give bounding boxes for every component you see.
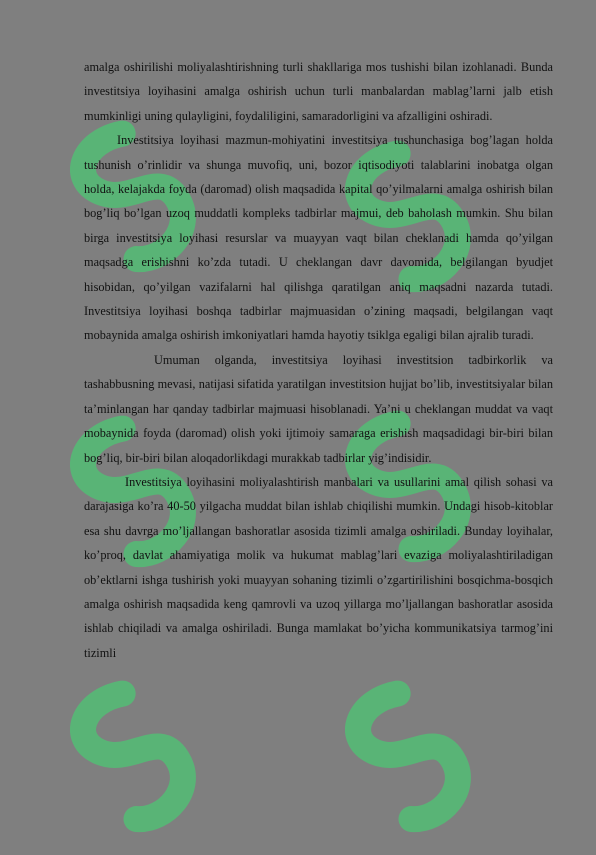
paragraph: Investitsiya loyihasi mazmun-mohiyatini investitsiya tushunchasiga bog’lagan holda tushunish o’rinlidir va shunga muvofiq, uni, bozor iqtisodiyoti talablarini inobatga olgan holda, kelajakda foyda (daromad) olish maqsadida kapital qo’yilmalarni amalga oshirish bilan bog’liq bo’lgan uzoq muddatli kompleks tadbirlar majmui, deb baholash mumkin. Shu bilan birga investitsiya loyihasi resurslar va muayyan vaqt bilan cheklanadi hamda qo’yilgan maqsadga erishishni ko’zda tutadi. U cheklangan davr davomida, belgilangan byudjet hisobidan, qo’yilgan vazifalarni hal qilishga qaratilgan aniq maqsadni nazarda tutadi. Investitsiya loyihasi boshqa tadbirlar majmuasidan o’zining maqsadi, belgilangan vaqt mobaynida amalga oshirish imkoniyatlari hamda hayotiy tsiklga egaligi bilan ajralib turadi. [84, 133, 553, 343]
paragraph: Investitsiya loyihasini moliyalashtirish manbalari va usullarini amal qilish sohasi va darajasiga ko’ra 40-50 yilgacha muddat bilan ishlab chiqilishi mumkin. Undagi hisob-kitoblar esa shu davrga mo’ljallangan bashoratlar asosida tizimli amalga oshiriladi. Bunday loyihalar, ko’proq, davlat ahamiyatiga molik va hukumat mablag’lari evaziga moliyalashtiriladigan ob’ektlarni ishga tushirish yoki muayyan sohaning tizimli o’zgartirilishini bosqichma-bosqich amalga oshirish maqsadida keng qamrovli va uzoq yillarga mo’ljallangan bashoratlar asosida ishlab chiqiladi va amalga oshiriladi. Bunga mamlakat bo’yicha kommunikatsiya tarmog’ini tizimli [84, 474, 553, 660]
document-body [84, 55, 553, 665]
paragraph: Umuman olganda, investitsiya loyihasi investitsion tadbirkorlik va tashabbusning mevasi, natijasi sifatida yaratilgan investitsion hujjat bo’lib, investitsiyalar bilan ta’minlangan har qanday tadbirlar majmuasi hisoblanadi. Ya’ni u cheklangan muddat va vaqt mobaynida foyda (daromad) olish yoki ijtimoiy samaraga erishish maqsadidagi bir-biri bilan bog’liq, bir-biri bilan aloqadorlikdagi murakkab tadbirlar yig’indisidir. [84, 352, 553, 465]
paragraph: amalga oshirilishi moliyalashtirishning turli shakllariga mos tushishi bilan izohlanadi. Bunda investitsiya loyihasini amalga oshirish uchun turli manbalardan mablag’larni jalb etish mumkinligi uning qulayligini, foydaliligini, samaradorligini va afzalligini oshiradi. [84, 60, 553, 123]
watermark-logo-icon [345, 660, 475, 850]
watermark-logo-icon [70, 660, 200, 850]
